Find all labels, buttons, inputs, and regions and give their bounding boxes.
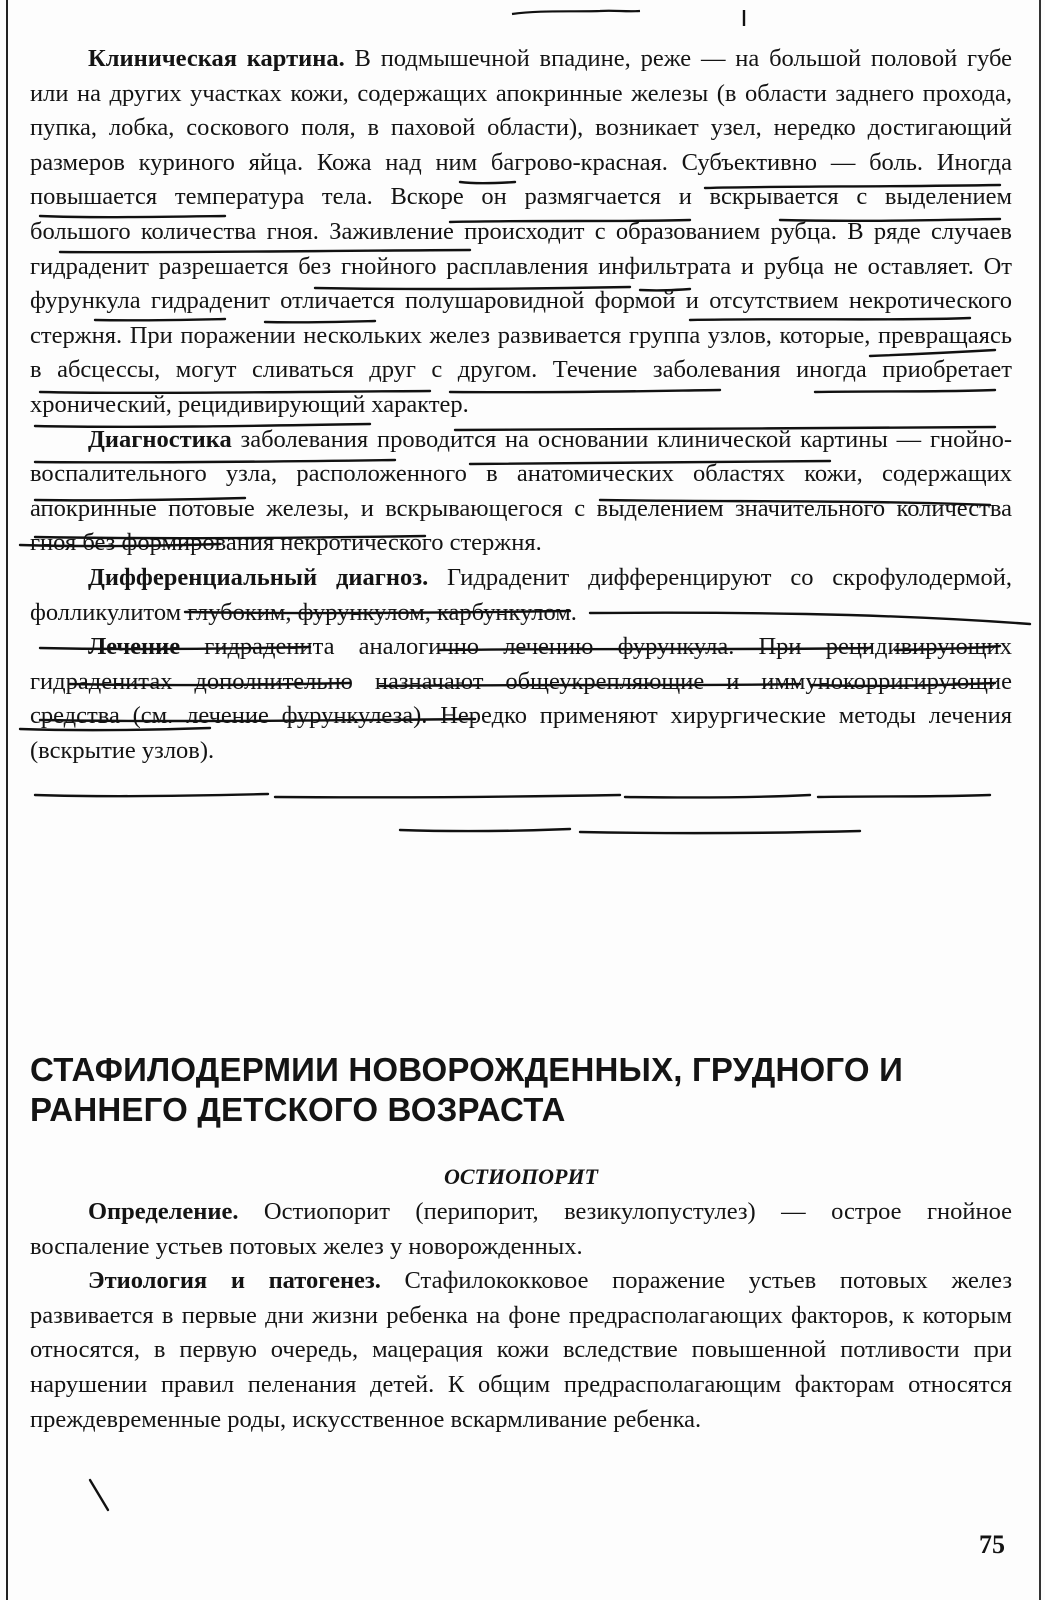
page-left-edge xyxy=(6,0,8,1600)
page-right-edge xyxy=(1039,0,1041,1600)
subsection-title: ОСТИОПОРИТ xyxy=(444,1164,598,1189)
page-number: 75 xyxy=(979,1530,1005,1559)
paragraph-lead: Лечение xyxy=(88,633,181,661)
paragraph-differential-diagnosis xyxy=(30,561,1012,630)
paragraph-clinical-picture xyxy=(30,42,1012,423)
paragraph-diagnostics xyxy=(30,423,1012,561)
section-title: СТАФИЛОДЕРМИИ НОВОРОЖДЕННЫХ, ГРУДНОГО И РАННЕГО ДЕТСКОГО ВОЗРАСТА xyxy=(30,1051,903,1128)
paragraph-etiology xyxy=(30,1264,1012,1437)
paragraph-definition xyxy=(30,1195,1012,1264)
paragraph-lead: Дифференциальный диагноз. xyxy=(88,563,429,591)
paragraph-text: В подмышечной впадине, реже — на большой половой губе или на других участках кожи, содержащих апокринные железы (в области заднего прохода, пупка, лобка, соскового поля, в паховой области), возникает узел, нередко достигающий размеров куриного яйца. Кожа над ним багрово-красная. Субъективно — боль. Иногда повышается температура тела. Вскоре он размягчается и вскрывается с выделением большого количества гноя. Заживление происходит с образованием рубца. В ряде случаев гидраденит разрешается без гнойного расплавления инфильтрата и рубца не оставляет. От фурункула гидраденит отличается полушаровидной формой и отсутствием некротического стержня. При поражении нескольких желез развивается группа узлов, которые, превращаясь в абсцессы, могут сливаться друг с другом. Течение заболевания иногда приобретает хронический, рецидивирующий характер. xyxy=(30,45,1013,418)
paragraph-text: Стафилококковое поражение устьев потовых желез развивается в первые дни жизни ребенка на фоне предрасполагающих факторов, к которым относятся, в первую очередь, мацерация кожи вследствие повышенной потливости при нарушении правил пеленания детей. К общим предрасполагающим факторам относятся преждевременные роды, искусственное вскармливание ребенка. xyxy=(30,1267,1012,1433)
paragraph-lead: Этиология и патогенез. xyxy=(88,1267,381,1295)
paragraph-text: Гидраденит дифференцируют со скрофулодермой, фолликулитом глубоким, фурункулом, карбункулом. xyxy=(30,563,1012,626)
handwritten-scribble xyxy=(500,0,800,30)
paragraph-text: Остиопорит (перипорит, везикулопустулез) — острое гнойное воспаление устьев потовых желез у новорожденных. xyxy=(30,1198,1012,1260)
article-body xyxy=(30,42,1012,768)
paragraph-lead: Клиническая картина. xyxy=(88,45,345,72)
paragraph-lead: Диагностика xyxy=(88,425,232,453)
paragraph-treatment xyxy=(30,630,1012,768)
paragraph-lead: Определение. xyxy=(88,1198,239,1225)
article-body-2 xyxy=(30,1195,1012,1437)
paragraph-text: заболевания проводится на основании клинической картины — гнойно-воспалительного узла, расположенного в анатомических областях кожи, содержащих апокринные потовые железы, и вскрывающегося с выделением значительного количества гноя без формирования некротического стержня. xyxy=(30,425,1012,557)
paragraph-text: гидраденита аналогично лечению фурункула. При рецидивирующих гидраденитах дополнительно назначают общеукрепляющие и иммунокорригирующие средства (см. лечение фурункулеза). Нередко применяют хирургические методы лечения (вскрытие узлов). xyxy=(30,633,1012,764)
